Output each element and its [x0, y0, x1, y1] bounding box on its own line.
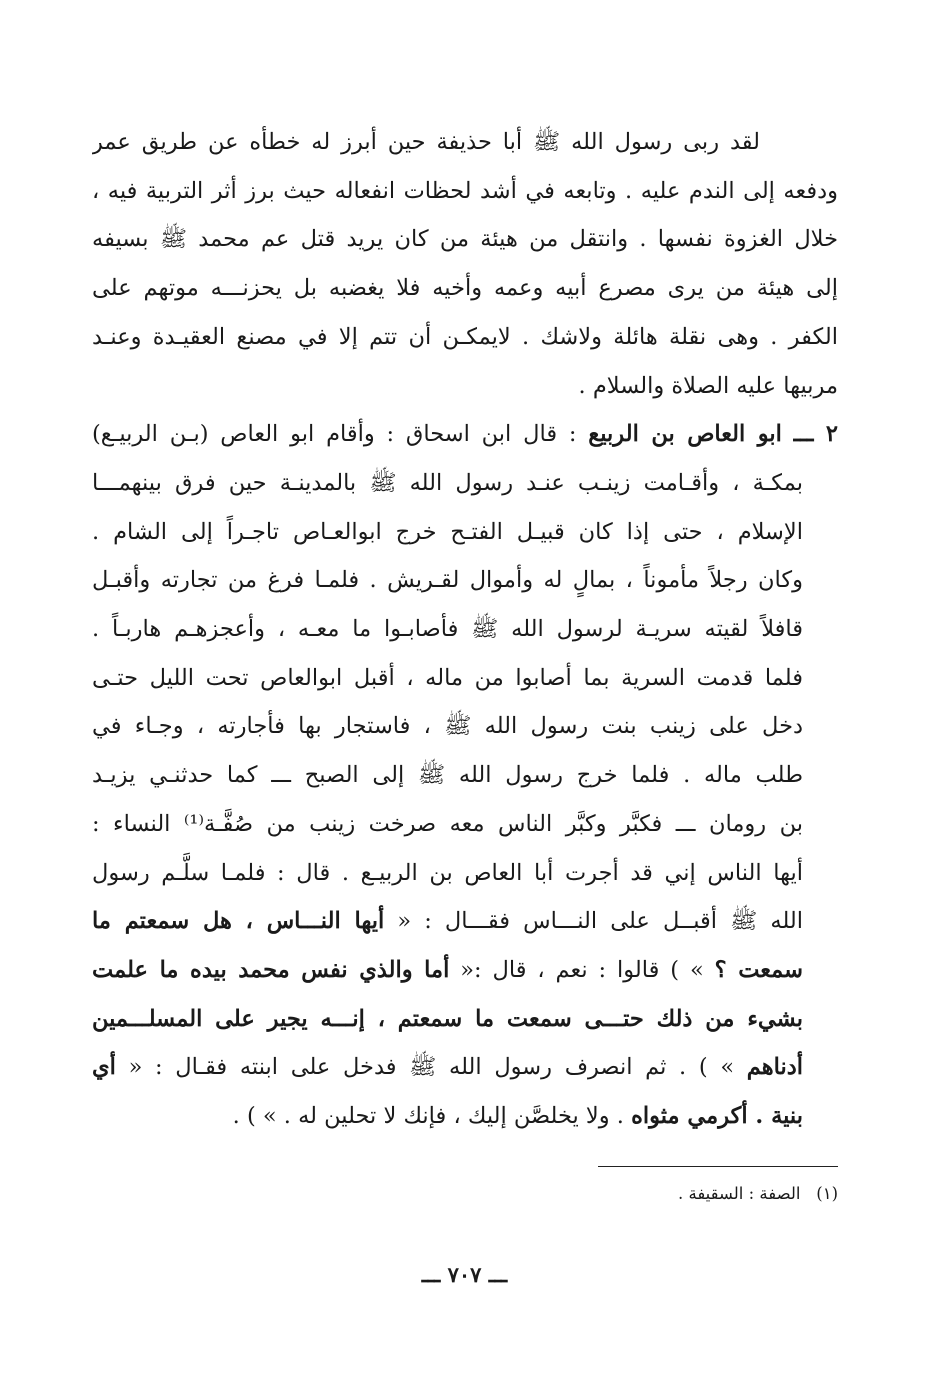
item-line: فلما قدمت السرية بما أصابوا من ماله ، أقبل ابوالعاص تحت الليل حتـى	[92, 664, 803, 691]
bold-quote: أدناهم	[746, 1054, 804, 1081]
footnote-number: (١)	[816, 1184, 838, 1203]
item-heading-rest: : قال ابن اسحاق : وأقام ابو العاص (بـن الربيـع)	[92, 421, 577, 448]
paragraph-line: الكفر . وهى نقلة هائلة ولاشك . لايمكـن أن تتم إلا في مصنع العقيـدة وعنـد	[92, 323, 838, 350]
item-line: دخل على زينب بنت رسول الله ﷺ ، فاستجار بها فأجارته ، وجـاء في	[92, 713, 803, 740]
item-line: طلب ماله . فلما خرج رسول الله ﷺ إلى الصبح ـــ كما حدثنـي يزيـد	[92, 762, 803, 789]
item-line: قافلاً لقيته سريـة لرسول الله ﷺ فأصابـوا ما معـه ، وأعجزهـم هاربـاً .	[92, 616, 803, 643]
item-line	[92, 946, 838, 995]
item-line	[92, 897, 838, 946]
paragraph-line: لقد ربى رسول الله ﷺ أبا حذيفة حين أبرز له خطأه عن طريق عمر	[92, 129, 760, 155]
item-number: ٢ ـــ	[793, 421, 838, 448]
item-heading-line	[92, 410, 838, 459]
item-line: وكان رجلاً مأموناً ، بمالٍ له وأموال لقـريش . فلمـا فرغ من تجارته وأقبـل	[92, 567, 803, 594]
item-line: أيها الناس إني قد أجرت أبا العاص بن الربيـع . قال : فلمـا سلَّـم رسول	[92, 859, 803, 886]
item-line: بشيء من ذلك حتـــى سمعت ما سمعتم ، إنـــه يجير على المسلـــمين	[92, 1005, 803, 1032]
footnote-text: الصفة : السقيفة .	[677, 1184, 801, 1203]
bold-quote: أيها النـــاس ، هل سمعتم ما	[92, 908, 385, 935]
paragraph-line: خلال الغزوة نفسها . وانتقل من هيئة من كان يريد قتل عم محمد ﷺ بسيفه	[92, 226, 838, 253]
page-number: ـــ ٧٠٧ ـــ	[421, 1262, 508, 1287]
main-text	[92, 118, 838, 1141]
item-line: الإسلام ، حتى إذا كان قبيـل الفتـح خرج ابوالعـاص تاجـراً إلى الشام .	[92, 518, 803, 545]
paragraph-line: ودفعه إلى الندم عليه . وتابعه في أشد لحظات انفعاله حيث برز أثر التربية فيه ،	[92, 177, 838, 204]
text-run: » ) . ثم انصرف رسول الله ﷺ فدخل على ابنته فقـال : «	[128, 1054, 735, 1081]
bold-quote: أما والذي نفس محمد بيده ما علمت	[92, 956, 450, 983]
item-line	[92, 1092, 838, 1141]
item-heading: ابو العاص بن الربيع	[588, 421, 782, 448]
item-line	[92, 1043, 838, 1092]
footnote-divider	[598, 1166, 838, 1167]
item-line: بمكـة ، وأقـامت زينـب عنـد رسول الله ﷺ بالمدينـة حين فرق بينهمـــا	[92, 469, 803, 496]
text-run: الله ﷺ أقبــل على النـــاس فقـــال : «	[397, 908, 803, 935]
paragraph-line: مربيها عليه الصلاة والسلام .	[578, 372, 838, 399]
bold-quote: بنية . أكرمي مثواه	[631, 1103, 803, 1130]
bold-quote: أي	[92, 1054, 116, 1081]
item-line: بن رومان ـــ فكبَّر وكبَّر الناس معه صرخت زينب من صُفَّـة⁽¹⁾ النساء :	[92, 810, 803, 837]
paragraph-line: إلى هيئة من يرى مصرع أبيه وعمه وأخيه فلا يغضبه بل يحزنـــه موتهم على	[92, 275, 838, 302]
bold-quote: سمعت ؟	[714, 956, 804, 983]
text-run: » ) قالوا : نعم ، قال :«	[460, 956, 704, 983]
text-run: . ولا يخلصَّن إليك ، فإنك لا تحلين له . » ) .	[232, 1103, 624, 1130]
footnote	[438, 1180, 838, 1208]
